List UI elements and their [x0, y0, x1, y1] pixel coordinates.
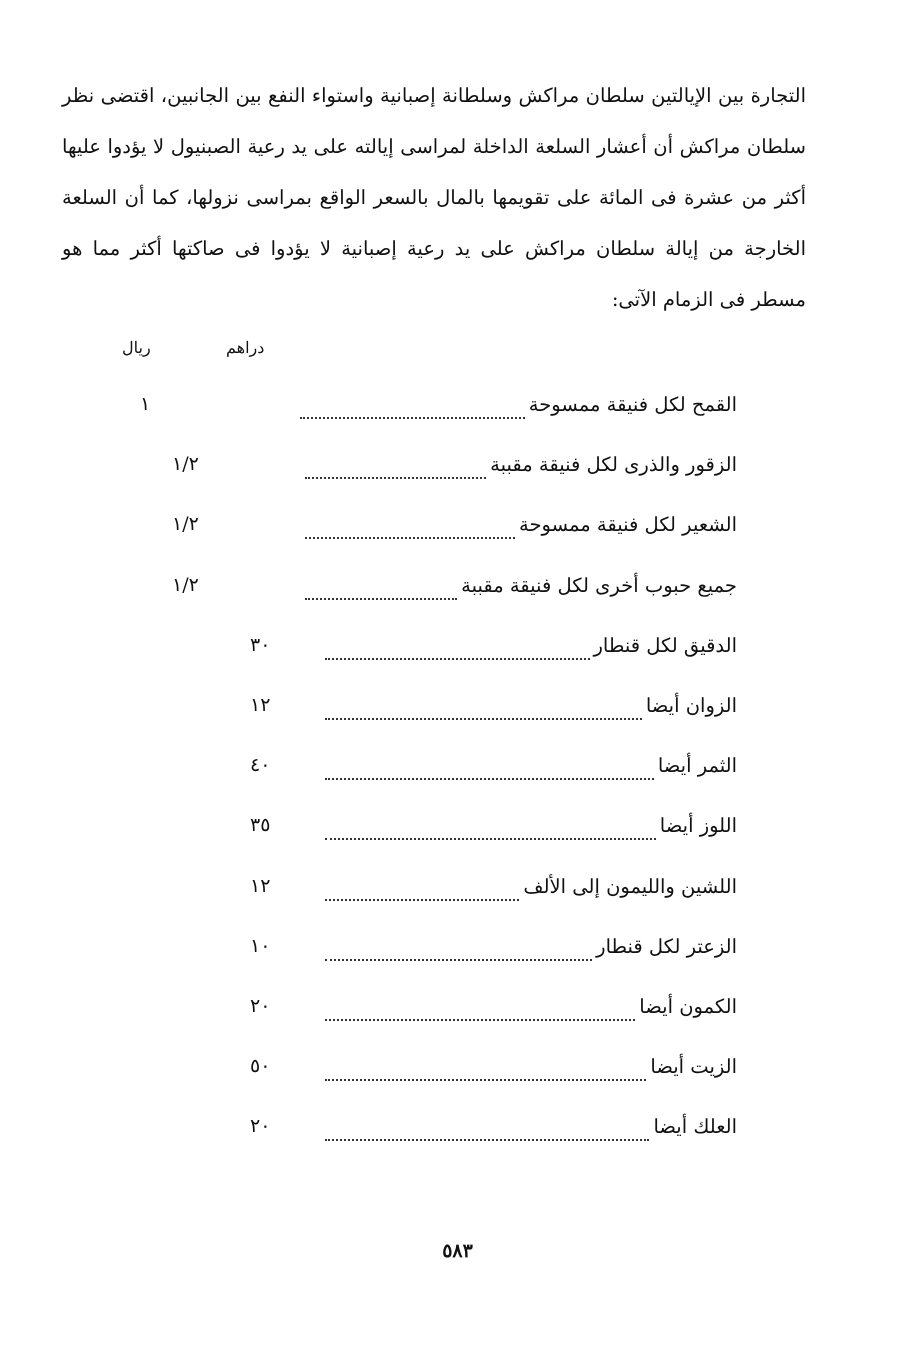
dot-leader: [325, 818, 656, 840]
item-label: الثمر أيضا: [657, 754, 737, 777]
dirham-value: ٢٠: [250, 1115, 271, 1137]
tariff-row: [0, 574, 915, 614]
dot-leader: [325, 879, 519, 901]
item-label: العلك أيضا: [653, 1115, 737, 1138]
item-label: اللشين والليمون إلى الألف: [523, 875, 737, 898]
item-label: الزوان أيضا: [645, 694, 737, 717]
tariff-row: [0, 935, 915, 975]
dirham-value: ٥٠: [250, 1055, 271, 1077]
item-label: الزقور والذرى لكل فنيقة مقببة: [490, 453, 737, 476]
item-label: الكمون أيضا: [639, 995, 737, 1018]
dot-leader: [325, 1119, 649, 1141]
dot-leader: [325, 698, 642, 720]
dirham-value: ٢٠: [250, 995, 271, 1017]
column-header-riyal: ريال: [122, 338, 151, 357]
tariff-row: [0, 1115, 915, 1155]
dot-leader: [305, 457, 486, 479]
tariff-row: [0, 694, 915, 734]
tariff-row: [0, 393, 915, 433]
riyal-value: ١: [140, 393, 151, 415]
dot-leader: [325, 638, 590, 660]
dirham-value: ٤٠: [250, 754, 271, 776]
dot-leader: [325, 1059, 646, 1081]
dot-leader: [300, 397, 525, 419]
dirham-value: ١٢: [250, 694, 271, 716]
item-label: اللوز أيضا: [659, 814, 737, 837]
tariff-row: [0, 814, 915, 854]
item-label: الزيت أيضا: [650, 1055, 737, 1078]
tariff-row: [0, 875, 915, 915]
dirham-value: ٣٥: [250, 814, 271, 836]
dot-leader: [305, 517, 515, 539]
item-label: الشعير لكل فنيقة ممسوحة: [519, 513, 737, 536]
tariff-row: [0, 995, 915, 1035]
dirham-value: ١٢: [250, 875, 271, 897]
page-number: ٥٨٣: [442, 1240, 473, 1262]
item-label: الدقيق لكل قنطار: [593, 634, 737, 657]
riyal-value: ١/٢: [172, 513, 199, 535]
dot-leader: [325, 999, 635, 1021]
column-header-dirham: دراهم: [226, 338, 265, 357]
dot-leader: [305, 578, 457, 600]
dot-leader: [325, 939, 592, 961]
dirham-value: ١٠: [250, 935, 271, 957]
item-label: القمح لكل فنيقة ممسوحة: [528, 393, 737, 416]
item-label: الزعتر لكل قنطار: [596, 935, 737, 958]
tariff-row: [0, 1055, 915, 1095]
riyal-value: ١/٢: [172, 574, 199, 596]
tariff-row: [0, 634, 915, 674]
body-paragraph: التجارة بين الإيالتين سلطان مراكش وسلطانة إصبانية واستواء النفع بين الجانبين، اقتضى نظر سلطان مراكش أن أعشار السلعة الداخلة لمراسى إيالته على يد رعية الصبنيول لا يؤدوا عليها أكثر من عشرة فى المائة على تقويمها بالمال بالسعر الواقع بمراسى نزولها، كما أن السلعة الخارجة من إيالة سلطان مراكش على يد رعية إصبانية لا يؤدوا فى صاكتها أكثر مما هو مسطر فى الزمام الآتى:: [62, 84, 806, 311]
tariff-row: [0, 453, 915, 493]
tariff-row: [0, 754, 915, 794]
dirham-value: ٣٠: [250, 634, 271, 656]
tariff-row: [0, 513, 915, 553]
item-label: جميع حبوب أخرى لكل فنيقة مقببة: [461, 574, 737, 597]
dot-leader: [325, 758, 654, 780]
riyal-value: ١/٢: [172, 453, 199, 475]
